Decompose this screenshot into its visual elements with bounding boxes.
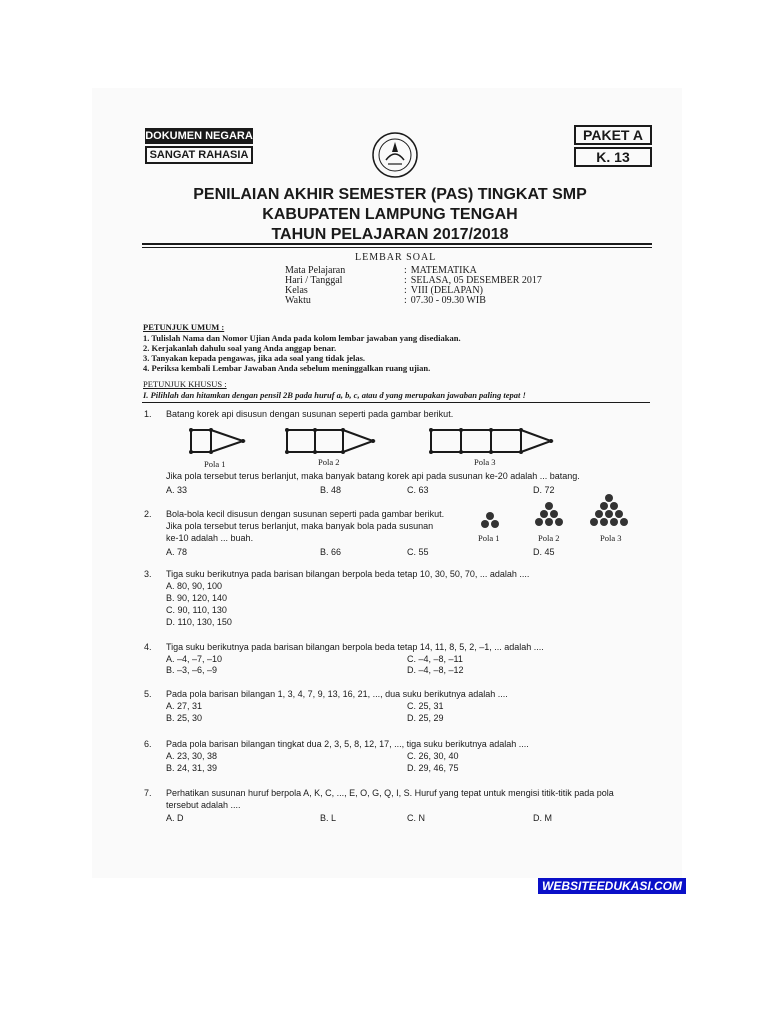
info-value: SELASA, 05 DESEMBER 2017	[410, 275, 542, 286]
question-number: 6.	[144, 739, 152, 749]
question-text-continued: ke-10 adalah ... buah.	[166, 533, 254, 543]
info-label: Hari / Tanggal	[285, 275, 343, 286]
stamp-line-1: DOKUMEN NEGARA	[145, 130, 253, 142]
package-box	[574, 125, 652, 167]
question-text: Bola-bola kecil disusun dengan susunan seperti pada gambar berikut.	[166, 509, 445, 519]
instruction-item: 4. Periksa kembali Lembar Jawaban Anda sebelum meninggalkan ruang ujian.	[143, 363, 431, 373]
option-a[interactable]: A. 33	[166, 485, 188, 495]
option-a[interactable]: A. 23, 30, 38	[166, 751, 218, 761]
option-c[interactable]: C. –4, –8, –11	[407, 654, 463, 664]
question-text-continued: Jika pola tersebut terus berlanjut, maka banyak bola pada susunan	[166, 521, 434, 531]
question-text: Tiga suku berikutnya pada barisan bilangan berpola beda tetap 14, 11, 8, 5, 2, –1, ... adalah ....	[166, 642, 544, 652]
option-d[interactable]: D. M	[533, 813, 552, 823]
pattern-label: Pola 2	[318, 457, 340, 467]
option-a[interactable]: A. –4, –7, –10	[166, 654, 223, 664]
title-line-2: KABUPATEN LAMPUNG TENGAH	[262, 206, 518, 223]
info-value: MATEMATIKA	[410, 265, 477, 276]
exam-info-table: Mata Pelajaran : MATEMATIKA Hari / Tanggal : SELASA, 05 DESEMBER 2017 Kelas : VIII (DELAPAN) Waktu : 07.30 - 09.30 WIB	[285, 266, 546, 306]
question-text: Perhatikan susunan huruf berpola A, K, C, ..., E, O, G, Q, I, S. Huruf yang tepat untuk mengisi titik-titik pada pola	[166, 788, 614, 798]
question-text: Tiga suku berikutnya pada barisan bilangan berpola beda tetap 10, 30, 50, 70, ... adalah ....	[166, 569, 530, 579]
question-text: Batang korek api disusun dengan susunan seperti pada gambar berikut.	[166, 409, 454, 419]
option-c[interactable]: C. 55	[407, 547, 429, 557]
question-text: Pada pola barisan bilangan 1, 3, 4, 7, 9, 13, 16, 21, ..., dua suku berikutnya adalah ....	[166, 689, 508, 699]
package-label: PAKET A	[574, 125, 652, 145]
question-text: Pada pola barisan bilangan tingkat dua 2, 3, 5, 8, 12, 17, ..., tiga suku berikutnya adalah ....	[166, 739, 529, 749]
classification-stamp	[145, 128, 253, 164]
matchstick-patterns-figure	[185, 424, 565, 464]
info-label: Mata Pelajaran	[285, 265, 346, 276]
title-rule-thin	[142, 247, 652, 248]
option-a[interactable]: A. D	[166, 813, 184, 823]
special-instructions-text: I. Pilihlah dan hitamkan dengan pensil 2B pada huruf a, b, c, atau d yang merupakan jawaban paling tepat !	[143, 390, 526, 400]
option-c[interactable]: C. 90, 110, 130	[166, 605, 227, 615]
instructions-rule	[142, 402, 650, 403]
option-d[interactable]: D. 29, 46, 75	[407, 763, 459, 773]
option-c[interactable]: C. N	[407, 813, 425, 823]
option-d[interactable]: D. 25, 29	[407, 713, 444, 723]
pattern-label: Pola 1	[204, 459, 226, 469]
info-value: 07.30 - 09.30 WIB	[410, 295, 486, 306]
option-a[interactable]: A. 80, 90, 100	[166, 581, 223, 591]
general-instructions-heading: PETUNJUK UMUM :	[143, 322, 225, 332]
question-text-continued: tersebut adalah ....	[166, 800, 241, 810]
option-a[interactable]: A. 27, 31	[166, 701, 203, 711]
option-c[interactable]: C. 26, 30, 40	[407, 751, 459, 761]
question-number: 1.	[144, 409, 152, 419]
instruction-item: 1. Tulislah Nama dan Nomor Ujian Anda pada kolom lembar jawaban yang disediakan.	[143, 333, 461, 343]
title-rule	[142, 243, 652, 245]
option-d[interactable]: D. 72	[533, 485, 555, 495]
pattern-label: Pola 3	[474, 457, 496, 467]
info-label: Waktu	[285, 295, 311, 306]
question-number: 5.	[144, 689, 152, 699]
pattern-label: Pola 2	[538, 533, 560, 543]
title-line-3: TAHUN PELAJARAN 2017/2018	[271, 226, 509, 243]
title-line-1: PENILAIAN AKHIR SEMESTER (PAS) TINGKAT SMP	[193, 186, 587, 203]
option-d[interactable]: D. 110, 130, 150	[166, 617, 232, 627]
instruction-item: 3. Tanyakan kepada pengawas, jika ada soal yang tidak jelas.	[143, 353, 366, 363]
option-c[interactable]: C. 25, 31	[407, 701, 444, 711]
question-text-continued: Jika pola tersebut terus berlanjut, maka banyak batang korek api pada susunan ke-20 adalah ... batang.	[166, 471, 580, 481]
ball-patterns-figure	[476, 494, 636, 534]
pattern-label: Pola 3	[600, 533, 622, 543]
sheet-subtitle: LEMBAR SOAL	[355, 252, 437, 263]
tut-wuri-handayani-logo	[370, 130, 420, 180]
option-c[interactable]: C. 63	[407, 485, 429, 495]
curriculum-label: K. 13	[574, 147, 652, 167]
stamp-line-2: SANGAT RAHASIA	[145, 146, 253, 164]
question-number: 7.	[144, 788, 152, 798]
question-number: 4.	[144, 642, 152, 652]
info-label: Kelas	[285, 285, 308, 296]
option-d[interactable]: D. –4, –8, –12	[407, 665, 464, 675]
question-number: 3.	[144, 569, 152, 579]
option-b[interactable]: B. L	[320, 813, 337, 823]
option-a[interactable]: A. 78	[166, 547, 188, 557]
option-d[interactable]: D. 45	[533, 547, 555, 557]
pattern-label: Pola 1	[478, 533, 500, 543]
info-value: VIII (DELAPAN)	[410, 285, 483, 296]
website-watermark: WEBSITEEDUKASI.COM	[538, 878, 686, 894]
option-b[interactable]: B. –3, –6, –9	[166, 665, 218, 675]
instruction-item: 2. Kerjakanlah dahulu soal yang Anda anggap benar.	[143, 343, 337, 353]
special-instructions-heading: PETUNJUK KHUSUS :	[143, 379, 227, 389]
option-b[interactable]: B. 25, 30	[166, 713, 203, 723]
option-b[interactable]: B. 66	[320, 547, 342, 557]
option-b[interactable]: B. 90, 120, 140	[166, 593, 228, 603]
question-number: 2.	[144, 509, 152, 519]
option-b[interactable]: B. 48	[320, 485, 342, 495]
option-b[interactable]: B. 24, 31, 39	[166, 763, 218, 773]
